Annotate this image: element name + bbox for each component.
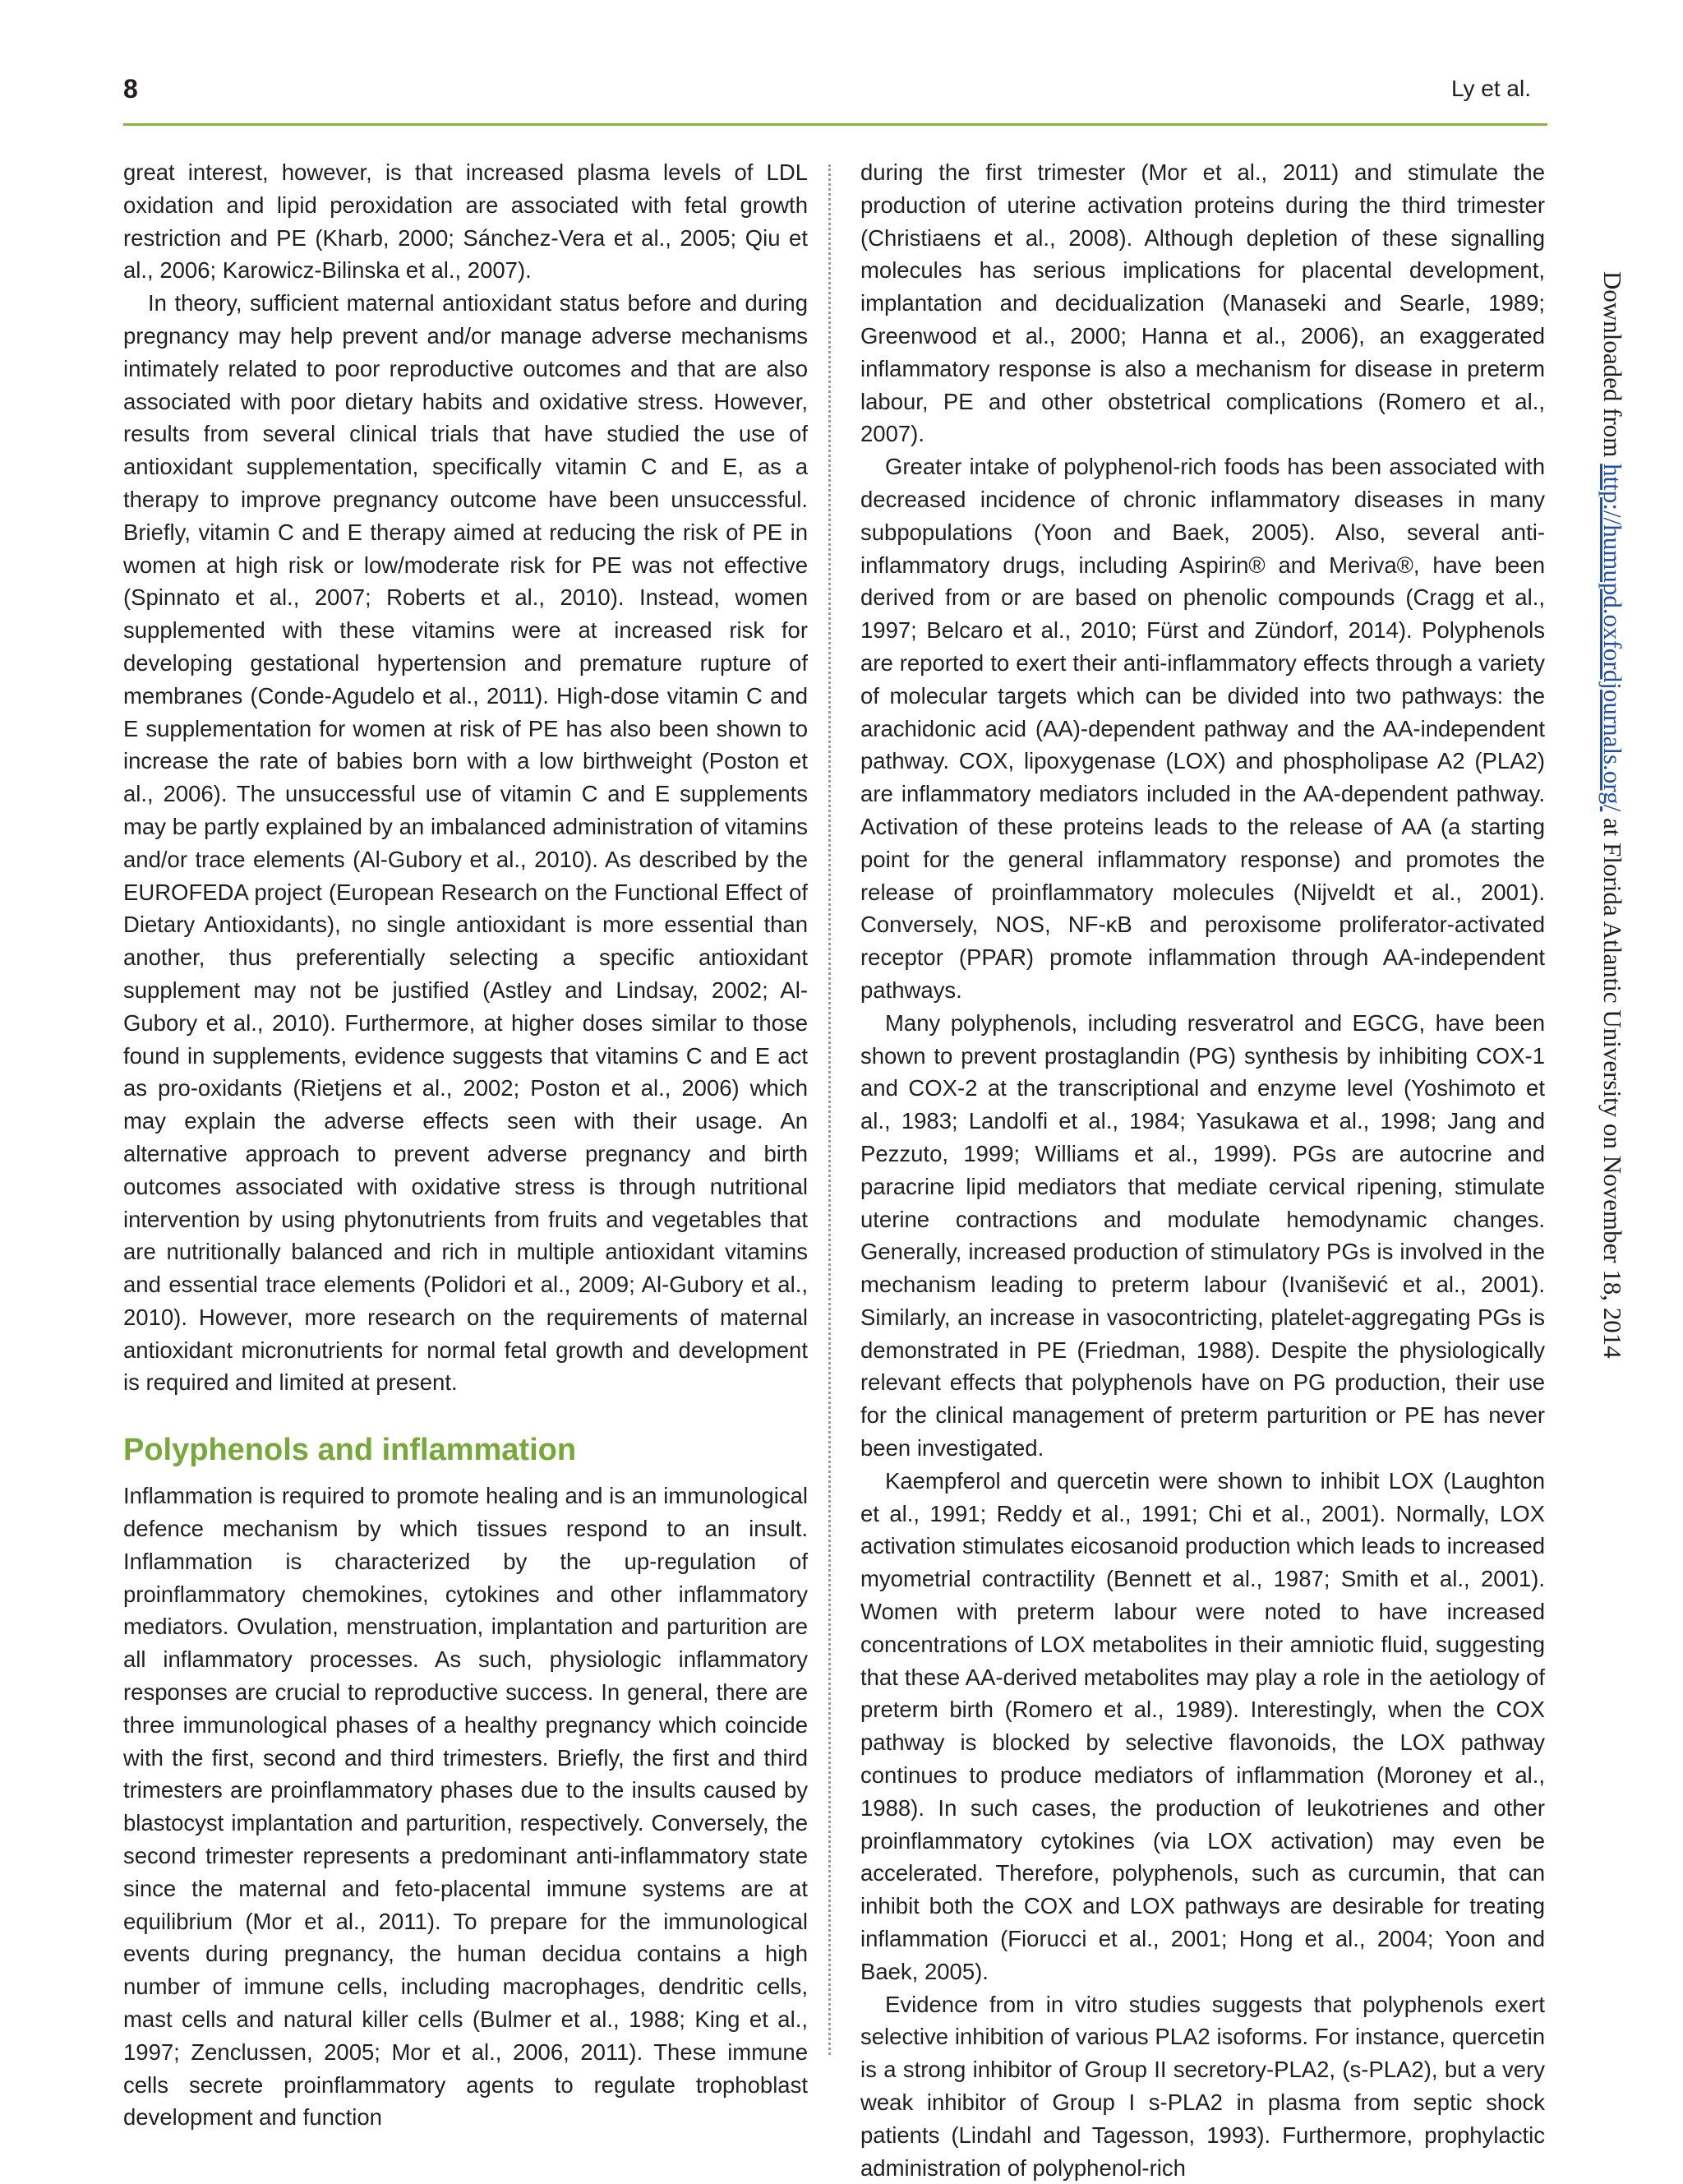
column-divider	[828, 164, 831, 2055]
right-paragraph-2: Greater intake of polyphenol-rich foods has been associated with decreased incidence of chronic inflammatory diseases in many subpopulations (Yoon and Baek, 2005). Also, several anti-inflammatory drugs, including Aspirin® and Meriva®, have been derived from or are based on phenolic compounds (Cragg et al., 1997; Belcaro et al., 2010; Fürst and Zündorf, 2014). Polyphenols are reported to exert their anti-inflammatory effects through a variety of molecular targets which can be divided into two pathways: the arachidonic acid (AA)-dependent pathway and the AA-independent pathway. COX, lipoxygenase (LOX) and phospholipase A2 (PLA2) are inflammatory mediators included in the AA-dependent pathway. Activation of these proteins leads to the release of AA (a starting point for the general inflammatory response) and promotes the release of proinflammatory molecules (Nijveldt et al., 2001). Conversely, NOS, NF-κB and peroxisome proliferator-activated receptor (PPAR) promote inflammation through AA-independent pathways.	[860, 454, 1545, 1003]
right-paragraph-4: Kaempferol and quercetin were shown to inhibit LOX (Laughton et al., 1991; Reddy et al., 1991; Chi et al., 2001). Normally, LOX activation stimulates eicosanoid production which leads to increased myometrial contractility (Bennett et al., 1987; Smith et al., 2001). Women with preterm labour were noted to have increased concentrations of LOX metabolites in their amniotic fluid, suggesting that these AA-derived metabolites may play a role in the aetiology of preterm birth (Romero et al., 1989). Interestingly, when the COX pathway is blocked by selective flavonoids, the LOX pathway continues to produce mediators of inflammation (Moroney et al., 1988). In such cases, the production of leukotrienes and other proinflammatory cytokines (via LOX activation) may even be accelerated. Therefore, polyphenols, such as curcumin, that can inhibit both the COX and LOX pathways are desirable for treating inflammation (Fiorucci et al., 2001; Hong et al., 2004; Yoon and Baek, 2005).	[860, 1467, 1545, 1984]
journal-link[interactable]: http://humupd.oxfordjournals.org/	[1598, 464, 1627, 812]
section-title: Polyphenols and inflammation	[123, 1433, 577, 1468]
right-paragraph-3: Many polyphenols, including resveratrol and EGCG, have been shown to prevent prostaglandin (PG) synthesis by inhibiting COX-1 and COX-2 at the transcriptional and enzyme level (Yoshimoto et al., 1983; Landolfi et al., 1984; Yasukawa et al., 1998; Jang and Pezzuto, 1999; Williams et al., 1999). PGs are autocrine and paracrine lipid mediators that mediate cervical ripening, stimulate uterine contractions and modulate hemodynamic changes. Generally, increased production of stimulatory PGs is involved in the mechanism leading to preterm labour (Ivanišević et al., 2001). Similarly, an increase in vasocontricting, platelet-aggregating PGs is demonstrated in PE (Friedman, 1988). Despite the physiologically relevant effects that polyphenols have on PG production, their use for the clinical management of preterm parturition or PE has never been investigated.	[860, 1009, 1545, 1461]
page-header	[123, 74, 1531, 127]
download-suffix: at Florida Atlantic University on November 18, 2014	[1598, 811, 1627, 1359]
left-column	[123, 156, 808, 2134]
left-paragraph-1: great interest, however, is that increased plasma levels of LDL oxidation and lipid peroxidation are associated with fetal growth restriction and PE (Kharb, 2000; Sánchez-Vera et al., 2005; Qiu et al., 2006; Karowicz-Bilinska et al., 2007).	[123, 159, 808, 284]
header-rule	[123, 123, 1547, 126]
right-paragraph-5: Evidence from in vitro studies suggests that polyphenols exert selective inhibition of various PLA2 isoforms. For instance, quercetin is a strong inhibitor of Group II secretory-PLA2, (s-PLA2), but a very weak inhibitor of Group I s-PLA2 in plasma from septic shock patients (Lindahl and Tagesson, 1993). Furthermore, prophylactic administration of polyphenol-rich	[860, 1991, 1545, 2181]
page-number: 8	[123, 74, 138, 104]
download-prefix: Downloaded from	[1598, 271, 1627, 464]
right-column	[860, 156, 1545, 2184]
download-notice	[1598, 271, 1627, 1882]
right-paragraph-1: during the first trimester (Mor et al., 2011) and stimulate the production of uterine activation proteins during the third trimester (Christiaens et al., 2008). Although depletion of these signalling molecules has serious implications for placental development, implantation and decidualization (Manaseki and Searle, 1989; Greenwood et al., 2000; Hanna et al., 2006), an exaggerated inflammatory response is also a mechanism for disease in preterm labour, PE and other obstetrical complications (Romero et al., 2007).	[860, 159, 1545, 447]
left-paragraph-2: In theory, sufficient maternal antioxidant status before and during pregnancy may help prevent and/or manage adverse mechanisms intimately related to poor reproductive outcomes and that are also associated with poor dietary habits and oxidative stress. However, results from several clinical trials that have studied the use of antioxidant supplementation, specifically vitamin C and E, as a therapy to improve pregnancy outcome have been unsuccessful. Briefly, vitamin C and E therapy aimed at reducing the risk of PE in women at high risk or low/moderate risk for PE was not effective (Spinnato et al., 2007; Roberts et al., 2010). Instead, women supplemented with these vitamins were at increased risk for developing gestational hypertension and premature rupture of membranes (Conde-Agudelo et al., 2011). High-dose vitamin C and E supplementation for women at risk of PE has also been shown to increase the rate of babies born with a low birthweight (Poston et al., 2006). The unsuccessful use of vitamin C and E supplements may be partly explained by an imbalanced administration of vitamins and/or trace elements (Al-Gubory et al., 2010). As described by the EUROFEDA project (European Research on the Functional Effect of Dietary Antioxidants), no single antioxidant is more essential than another, thus preferentially selecting a specific antioxidant supplement may not be justified (Astley and Lindsay, 2002; Al-Gubory et al., 2010). Furthermore, at higher doses similar to those found in supplements, evidence suggests that vitamins C and E act as pro-oxidants (Rietjens et al., 2002; Poston et al., 2006) which may explain the adverse effects seen with their usage. An alternative approach to prevent adverse pregnancy and birth outcomes associated with oxidative stress is through nutritional intervention by using phytonutrients from fruits and vegetables that are nutritionally balanced and rich in multiple antioxidant vitamins and essential trace elements (Polidori et al., 2009; Al-Gubory et al., 2010). However, more research on the requirements of maternal antioxidant micronutrients for normal fetal growth and development is required and limited at present.	[123, 290, 808, 1396]
running-head: Ly et al.	[1450, 76, 1531, 101]
left-paragraph-3: Inflammation is required to promote healing and is an immunological defence mechanism by which tissues respond to an insult. Inflammation is characterized by the up-regulation of proinflammatory chemokines, cytokines and other inflammatory mediators. Ovulation, menstruation, implantation and parturition are all inflammatory processes. As such, physiologic inflammatory responses are crucial to reproductive success. In general, there are three immunological phases of a healthy pregnancy which coincide with the first, second and third trimesters. Briefly, the first and third trimesters are proinflammatory phases due to the insults caused by blastocyst implantation and parturition, respectively. Conversely, the second trimester represents a predominant anti-inflammatory state since the maternal and feto-placental immune systems are at equilibrium (Mor et al., 2011). To prepare for the immunological events during pregnancy, the human decidua contains a high number of immune cells, including macrophages, dendritic cells, mast cells and natural killer cells (Bulmer et al., 1988; King et al., 1997; Zenclussen, 2005; Mor et al., 2006, 2011). These immune cells secrete proinflammatory agents to regulate trophoblast development and function	[123, 1483, 808, 2131]
